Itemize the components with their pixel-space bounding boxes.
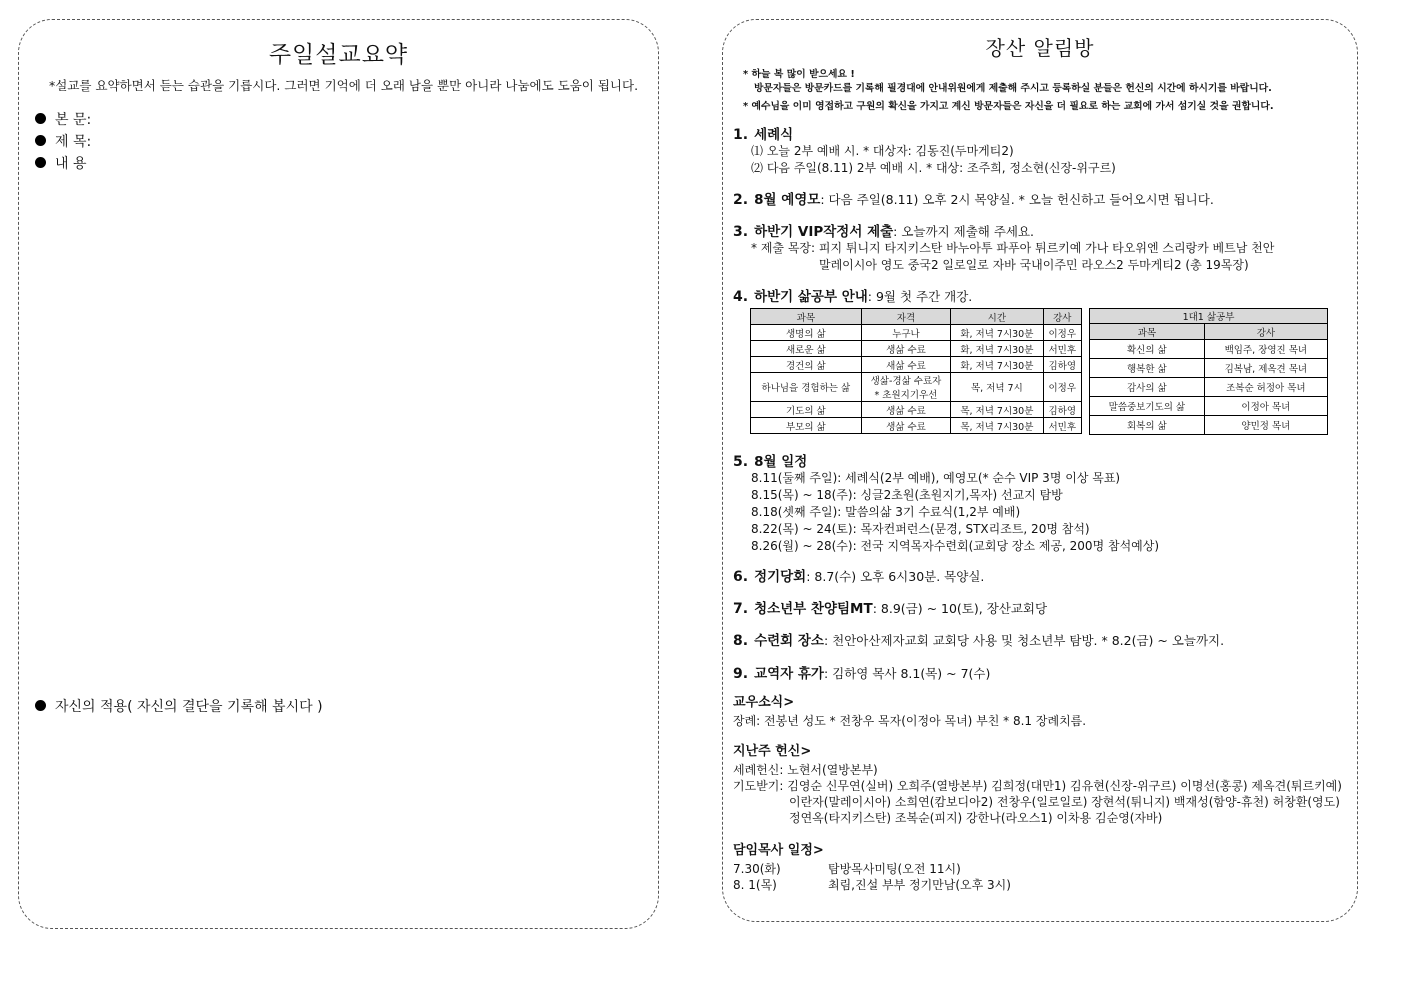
table-row	[751, 325, 1082, 341]
table-header-cell: 자격	[861, 309, 950, 325]
table-row	[1090, 340, 1328, 359]
table-row	[751, 373, 1082, 402]
table-cell: 새삶 수료	[861, 357, 950, 373]
section-heading: 세례식	[754, 127, 794, 143]
schedule-date: 8. 1(목)	[733, 878, 777, 892]
table-cell: 화, 저녁 7시30분	[951, 357, 1043, 373]
table-row	[1090, 397, 1328, 416]
baptism-line-1: ⑴ 오늘 2부 예배 시. * 대상자: 김동진(두마게티2)	[751, 144, 1014, 158]
section-heading: 하반기 삶공부 안내	[754, 289, 868, 305]
visitor-notice	[743, 66, 1272, 94]
section-number: 2.	[733, 192, 749, 208]
section-text: : 김하영 목사 8.1(목) ~ 7(수)	[823, 666, 991, 681]
pastor-schedule-item	[733, 861, 1011, 877]
bullet-application	[35, 696, 323, 716]
section-text: : 8.9(금) ~ 10(토), 장산교회당	[872, 601, 1048, 616]
table-cell: 생삶 수료	[861, 418, 950, 434]
bullet-dot-icon	[35, 700, 46, 711]
section-number: 5.	[733, 454, 749, 470]
bullet-dot-icon	[35, 135, 46, 146]
section-text: : 8.7(수) 오후 6시30분. 목양실.	[806, 569, 985, 584]
table-cell: 양민정 목녀	[1204, 416, 1327, 435]
schedule-text: 최림,진설 부부 정기만남(오후 3시)	[828, 878, 1011, 892]
table-cell: 화, 저녁 7시30분	[951, 325, 1043, 341]
section-number: 8.	[733, 633, 749, 649]
member-news-text: 장례: 전봉년 성도 * 전창우 목자(이정아 목녀) 부친 * 8.1 장례치름.	[733, 714, 1087, 728]
bullet-dot-icon	[35, 157, 46, 168]
section-session-meeting	[733, 565, 1353, 585]
table-cell: 목, 저녁 7시	[951, 373, 1043, 402]
table-cell: 이정아 목녀	[1204, 397, 1327, 416]
table-cell: 생삶-경삶 수료자 * 초원지기우선	[861, 373, 950, 402]
section-heading: 교역자 휴가	[754, 666, 824, 682]
table-header-row	[751, 309, 1082, 325]
section-heading: 8월 예영모	[754, 192, 821, 208]
table-cell: 기도의 삶	[751, 402, 862, 418]
section-number: 3.	[733, 224, 749, 240]
sermon-summary-intro: *설교를 요약하면서 듣는 습관을 기릅시다. 그러면 기억에 더 오래 남을 뿐만 아니라 나눔에도 도움이 됩니다.	[49, 78, 639, 93]
schedule-line: 8.26(월) ~ 28(수): 전국 지역목자수련회(교회당 장소 제공, 200명 참석예상)	[751, 539, 1160, 553]
section-text: : 천안아산제자교회 교회당 사용 및 청소년부 탐방. * 8.2(금) ~ 오늘까지.	[823, 633, 1225, 648]
table-row	[751, 357, 1082, 373]
table-cell: 이정우	[1043, 325, 1081, 341]
schedule-line: 8.11(둘째 주일): 세례식(2부 예배), 예영모(* 순수 VIP 3명 이상 목표)	[751, 471, 1121, 485]
table-row	[751, 341, 1082, 357]
section-staff-vacation	[733, 662, 1353, 682]
table-cell: 김복남, 제옥견 목녀	[1204, 359, 1327, 378]
section-baptism	[733, 123, 1353, 177]
section-retreat-venue	[733, 629, 1353, 649]
table-cell: 생삶 수료	[861, 341, 950, 357]
schedule-date: 7.30(화)	[733, 862, 781, 876]
table-cell: 누구나	[861, 325, 950, 341]
table-caption: 1대1 삶공부	[1090, 309, 1328, 324]
section-vip	[733, 220, 1353, 274]
section-heading: 청소년부 찬양팀MT	[754, 601, 873, 617]
sermon-summary-panel	[18, 19, 659, 929]
table-cell: 조복순 허정아 목녀	[1204, 378, 1327, 397]
schedule-line: 8.18(셋째 주일): 말씀의삶 3기 수료식(1,2부 예배)	[751, 505, 1021, 519]
table-row	[1090, 378, 1328, 397]
section-life-study	[733, 285, 1353, 305]
offering-line: 정연옥(타지키스탄) 조복순(피지) 강한나(라오스1) 이차용 김순영(자바)	[789, 811, 1163, 825]
title-label: 제 목:	[55, 134, 92, 150]
offering-line: 세례헌신: 노현서(열방본부)	[733, 763, 878, 777]
table-header-cell: 강사	[1204, 324, 1327, 340]
table-row	[1090, 359, 1328, 378]
offering-line: 기도받기: 김영순 신무연(실버) 오희주(열방본부) 김희정(대만1) 김유현(신장-위구르) 이명선(홍콩) 제옥견(튀르키예)	[733, 779, 1342, 793]
table-cell: 서민후	[1043, 341, 1081, 357]
table-cell: 김하영	[1043, 402, 1081, 418]
table-header-row	[1090, 324, 1328, 340]
schedule-line: 8.22(목) ~ 24(토): 목자컨퍼런스(문경, STX리조트, 20명 참석)	[751, 522, 1090, 536]
table-cell: 하나님을 경험하는 삶	[751, 373, 862, 402]
bullet-passage	[35, 109, 91, 129]
section-heading: 하반기 VIP작정서 제출	[754, 224, 894, 240]
section-number: 9.	[733, 666, 749, 682]
section-number: 4.	[733, 289, 749, 305]
section-heading: 수련회 장소	[754, 633, 824, 649]
section-august-schedule	[733, 450, 1353, 555]
bullet-title	[35, 131, 91, 151]
baptism-line-2: ⑵ 다음 주일(8.11) 2부 예배 시. * 대상: 조주희, 정소현(신장-위구르)	[751, 161, 1116, 175]
section-number: 7.	[733, 601, 749, 617]
believer-notice: * 예수님을 이미 영접하고 구원의 확신을 가지고 계신 방문자들은 자신을 더 필요로 하는 교회에 가서 섬기실 것을 권합니다.	[743, 101, 1274, 112]
table-cell: 회복의 삶	[1090, 416, 1205, 435]
table-header-cell: 강사	[1043, 309, 1081, 325]
table-row	[751, 418, 1082, 434]
table-row	[751, 402, 1082, 418]
bullet-dot-icon	[35, 113, 46, 124]
content-label: 내 용	[55, 156, 87, 172]
section-number: 1.	[733, 127, 749, 143]
sermon-summary-title: 주일설교요약	[268, 42, 409, 68]
table-cell: 이정우	[1043, 373, 1081, 402]
table-header-cell: 과목	[1090, 324, 1205, 340]
bullet-content	[35, 153, 87, 173]
pastor-schedule	[733, 843, 1011, 893]
schedule-text: 탐방목사미팅(오전 11시)	[828, 862, 961, 876]
one-on-one-study-table	[1089, 308, 1328, 435]
table-cell: 말씀중보기도의 삶	[1090, 397, 1205, 416]
pastor-schedule-item	[733, 877, 1011, 893]
offering-line: 이란자(말레이시아) 소희연(캄보디아2) 전창우(일로일로) 장현석(튀니지) 백재성(함양-휴천) 허창환(영도)	[789, 795, 1340, 809]
section-text: : 오늘까지 제출해 주세요.	[893, 224, 1035, 239]
visitor-notice-line2: 방문자들은 방문카드를 기록해 필경대에 안내위원에게 제출해 주시고 등록하실 분들은 헌신의 시간에 하시기를 바랍니다.	[754, 83, 1272, 94]
table-cell: 감사의 삶	[1090, 378, 1205, 397]
member-news-heading: 교우소식>	[733, 695, 795, 710]
passage-label: 본 문:	[55, 112, 92, 128]
offering-heading: 지난주 헌신>	[733, 744, 812, 759]
schedule-line: 8.15(목) ~ 18(주): 싱글2초원(초원지기,목자) 선교지 탐방	[751, 488, 1063, 502]
section-number: 6.	[733, 569, 749, 585]
pastor-schedule-heading: 담임목사 일정>	[733, 843, 824, 858]
table-header-cell: 시간	[951, 309, 1043, 325]
table-cell: 목, 저녁 7시30분	[951, 402, 1043, 418]
section-heading: 8월 일정	[754, 454, 808, 470]
section-yeyoungmo	[733, 188, 1353, 208]
table-header-cell: 과목	[751, 309, 862, 325]
table-cell: 백임주, 장영진 목녀	[1204, 340, 1327, 359]
section-text: : 다음 주일(8.11) 오후 2시 목양실. * 오늘 헌신하고 들어오시면 됩니다.	[820, 192, 1214, 207]
table-cell: 생명의 삶	[751, 325, 862, 341]
section-youth-mt	[733, 597, 1353, 617]
last-week-offering	[733, 744, 1342, 826]
table-cell: 목, 저녁 7시30분	[951, 418, 1043, 434]
member-news	[733, 695, 1086, 729]
table-cell: 부모의 삶	[751, 418, 862, 434]
table-cell: 행복한 삶	[1090, 359, 1205, 378]
section-text: : 9월 첫 주간 개강.	[867, 289, 973, 304]
visitor-notice-line1: * 하늘 복 많이 받으세요 !	[743, 69, 855, 80]
table-cell: 확신의 삶	[1090, 340, 1205, 359]
application-label: 자신의 적용( 자신의 결단을 기록해 봅시다 )	[55, 699, 323, 715]
table-cell: 화, 저녁 7시30분	[951, 341, 1043, 357]
table-cell: 새로운 삶	[751, 341, 862, 357]
vip-groups-line-1: * 제출 목장: 피지 튀니지 타지키스탄 바누아투 파푸아 튀르키예 가나 타오위엔 스리랑카 베트남 천안	[751, 241, 1275, 255]
announcements-panel	[722, 19, 1358, 922]
table-cell: 서민후	[1043, 418, 1081, 434]
announcements-title: 장산 알림방	[985, 36, 1095, 60]
life-study-table	[750, 308, 1082, 434]
table-cell: 경건의 삶	[751, 357, 862, 373]
table-row	[1090, 416, 1328, 435]
vip-groups-line-2: 말레이시아 영도 중국2 일로일로 자바 국내이주민 라오스2 두마게티2 (총 19목장)	[819, 258, 1249, 272]
table-cell: 김하영	[1043, 357, 1081, 373]
table-cell: 생삶 수료	[861, 402, 950, 418]
section-heading: 정기당회	[754, 569, 807, 585]
